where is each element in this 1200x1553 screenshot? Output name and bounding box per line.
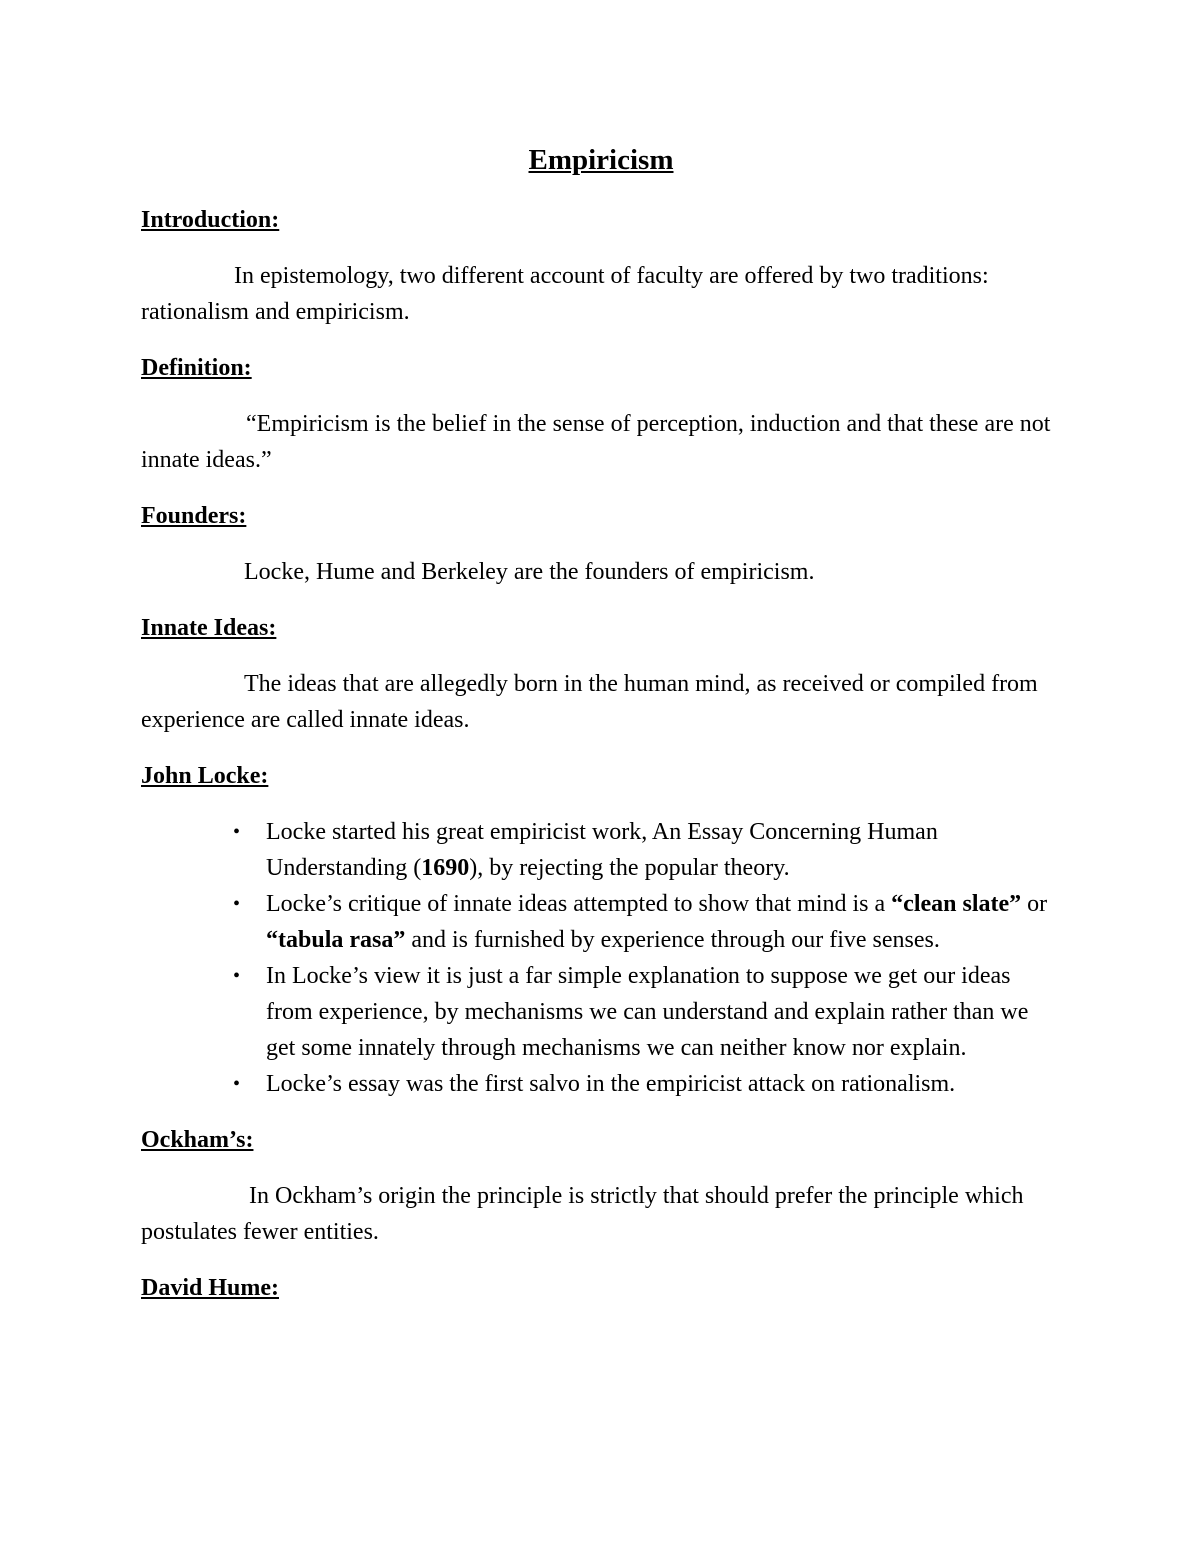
paragraph-innate-ideas: The ideas that are allegedly born in the human mind, as received or compiled from experience are called innate ideas. <box>141 671 1038 733</box>
bullet-icon: • <box>233 1073 241 1095</box>
bullet-text: In Locke’s view it is just a far simple explanation to suppose we get our ideas from experience, by mechanisms we can understand and explain rather than we get some innately through mechanisms we can neither know nor explain. <box>266 963 1029 1061</box>
bullet-icon: • <box>233 965 241 987</box>
bullet-text: Locke’s critique of innate ideas attempted to show that mind is a <box>266 891 892 917</box>
heading-innate-ideas: Innate Ideas: <box>141 615 277 641</box>
paragraph-ockham: In Ockham’s origin the principle is strictly that should prefer the principle which postulates fewer entities. <box>141 1183 1024 1245</box>
list-item <box>233 886 1061 958</box>
heading-introduction: Introduction: <box>141 207 280 233</box>
document-page <box>141 140 1061 1326</box>
bullet-bold-text: 1690 <box>421 855 470 881</box>
bullet-text: Locke’s essay was the first salvo in the empiricist attack on rationalism. <box>266 1071 956 1097</box>
list-item <box>233 958 1061 1066</box>
paragraph-introduction: In epistemology, two different account of faculty are offered by two traditions: rationalism and empiricism. <box>141 263 989 325</box>
bullet-list-john-locke <box>141 814 1061 1102</box>
bullet-bold-text: “clean slate” <box>891 891 1022 917</box>
bullet-text: ), by rejecting the popular theory. <box>469 855 790 881</box>
heading-founders: Founders: <box>141 503 247 529</box>
heading-ockham: Ockham’s: <box>141 1127 254 1153</box>
heading-john-locke: John Locke: <box>141 763 269 789</box>
list-item <box>233 1066 1061 1102</box>
heading-david-hume: David Hume: <box>141 1275 279 1301</box>
list-item <box>233 814 1061 886</box>
bullet-bold-text: “tabula rasa” <box>266 927 406 953</box>
bullet-icon: • <box>233 893 241 915</box>
heading-definition: Definition: <box>141 355 252 381</box>
bullet-text: and is furnished by experience through our five senses. <box>405 927 940 953</box>
document-title: Empiricism <box>528 144 674 176</box>
bullet-icon: • <box>233 821 241 843</box>
paragraph-definition: “Empiricism is the belief in the sense of perception, induction and that these are not innate ideas.” <box>141 411 1051 473</box>
paragraph-founders: Locke, Hume and Berkeley are the founders of empiricism. <box>244 559 815 585</box>
bullet-text: Locke started his great empiricist work, An Essay Concerning Human Understanding ( <box>266 819 938 881</box>
bullet-text: or <box>1021 891 1048 917</box>
